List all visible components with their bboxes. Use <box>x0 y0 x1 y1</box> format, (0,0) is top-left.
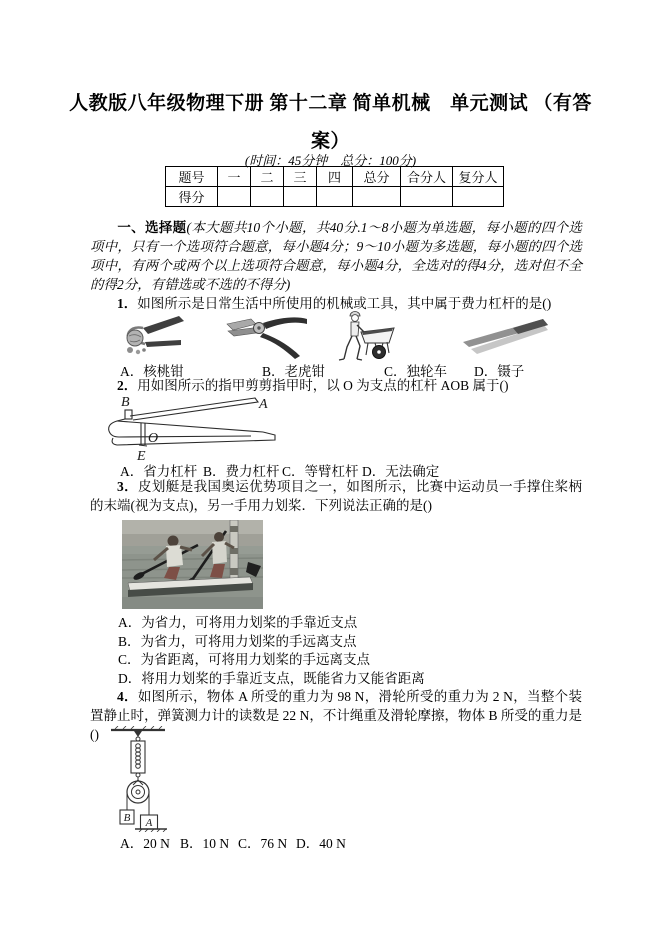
score-table-header: 题号 <box>166 167 218 187</box>
section-intro <box>90 218 582 294</box>
score-table-header: 一 <box>218 167 251 187</box>
score-table-header: 合分人 <box>401 167 453 187</box>
clipper-label-o: O <box>148 431 159 446</box>
page-title-line2: 案） <box>310 131 350 152</box>
question-3 <box>90 477 582 515</box>
option-d: D．40 N <box>296 836 346 851</box>
score-table-header: 复分人 <box>453 167 504 187</box>
question-2-number: 2． <box>117 378 138 393</box>
question-4-text: 如图所示，物体 A 所受的重力为 98 N，滑轮所受的重力为 2 N，当整个装置静止时，弹簧测力计的读数是 22 N，不计绳重及滑轮摩擦，物体 B 所受的重力是() <box>90 689 582 742</box>
option-d: D．将用力划桨的手靠近支点，既能省力又能省距离 <box>118 670 425 686</box>
question-1-text: 如图所示是日常生活中所使用的机械或工具，其中属于费力杠杆的是() <box>137 296 552 311</box>
question-3-options <box>90 614 582 688</box>
option-b: B．老虎钳 <box>262 364 326 379</box>
clipper-label-a: A <box>259 397 268 412</box>
score-cell <box>317 187 353 207</box>
nail-clipper-diagram <box>103 392 281 467</box>
score-cell <box>284 187 317 207</box>
option-c: C．独轮车 <box>384 364 448 379</box>
option-a: A．20 N <box>120 836 170 851</box>
score-table-header: 二 <box>251 167 284 187</box>
clipper-label-e: E <box>137 449 146 462</box>
score-table-header-row <box>166 167 504 187</box>
score-table-header: 总分 <box>353 167 401 187</box>
question-2-options <box>90 460 582 478</box>
option-c: C．等臂杠杆 <box>282 464 359 479</box>
score-cell <box>401 187 453 207</box>
question-3-number: 3． <box>117 479 139 494</box>
question-2-text: 用如图所示的指甲剪剪指甲时，以 O 为支点的杠杆 AOB 属于() <box>137 378 509 393</box>
option-a: A．省力杠杆 <box>120 464 198 479</box>
option-b: B．10 N <box>180 836 230 851</box>
option-c: C．76 N <box>238 836 288 851</box>
clipper-label-b: B <box>121 395 130 410</box>
score-table-score-row <box>166 187 504 207</box>
exam-meta: (时间：45分钟 总分：100分) <box>244 153 417 168</box>
section-heading: 一、选择题 <box>117 220 187 235</box>
block-a-label: A <box>145 817 153 829</box>
score-table <box>165 166 504 207</box>
score-table-header: 三 <box>284 167 317 187</box>
kayak-photo <box>122 520 263 614</box>
score-cell <box>353 187 401 207</box>
score-cell <box>453 187 504 207</box>
option-a: A．核桃钳 <box>120 364 184 379</box>
question-4-number: 4． <box>117 689 138 704</box>
question-1-number: 1． <box>117 296 138 311</box>
score-table-header: 四 <box>317 167 353 187</box>
pulley-diagram <box>105 726 171 837</box>
question-3-text: 皮划艇是我国奥运优势项目之一，如图所示，比赛中运动员一手撑住桨柄的末端(视为支点)，另一手用力划桨．下列说法正确的是() <box>90 479 583 513</box>
score-cell <box>251 187 284 207</box>
question-1-images <box>90 309 582 365</box>
section-intro-text: (本大题共10个小题，共40分.1～8小题为单选题，每小题的四个选项中，只有一个选项符合题意，每小题4分；9～10小题为多选题，每小题的四个选项中，有两个或两个以上选项符合题意，每小题4分，全选对的得4分，选对但不全的得2分，有错选或不选的不得分) <box>90 220 583 292</box>
option-b: B．为省力，可将用力划桨的手远离支点 <box>118 633 357 649</box>
option-b: B．费力杠杆 <box>203 464 280 479</box>
page-title-line1: 人教版八年级物理下册 第十二章 简单机械 单元测试 （有答 <box>69 93 592 114</box>
tweezers-image <box>460 317 548 360</box>
option-d: D．无法确定 <box>362 464 440 479</box>
score-cell <box>218 187 251 207</box>
question-4-options <box>90 832 582 850</box>
option-d: D．镊子 <box>474 364 525 379</box>
block-b-label: B <box>123 812 131 824</box>
option-a: A．为省力，可将用力划桨的手靠近支点 <box>118 615 358 630</box>
score-row-label: 得分 <box>166 187 218 207</box>
pliers-image <box>225 311 310 366</box>
option-c: C．为省距离，可将用力划桨的手远离支点 <box>118 652 371 667</box>
